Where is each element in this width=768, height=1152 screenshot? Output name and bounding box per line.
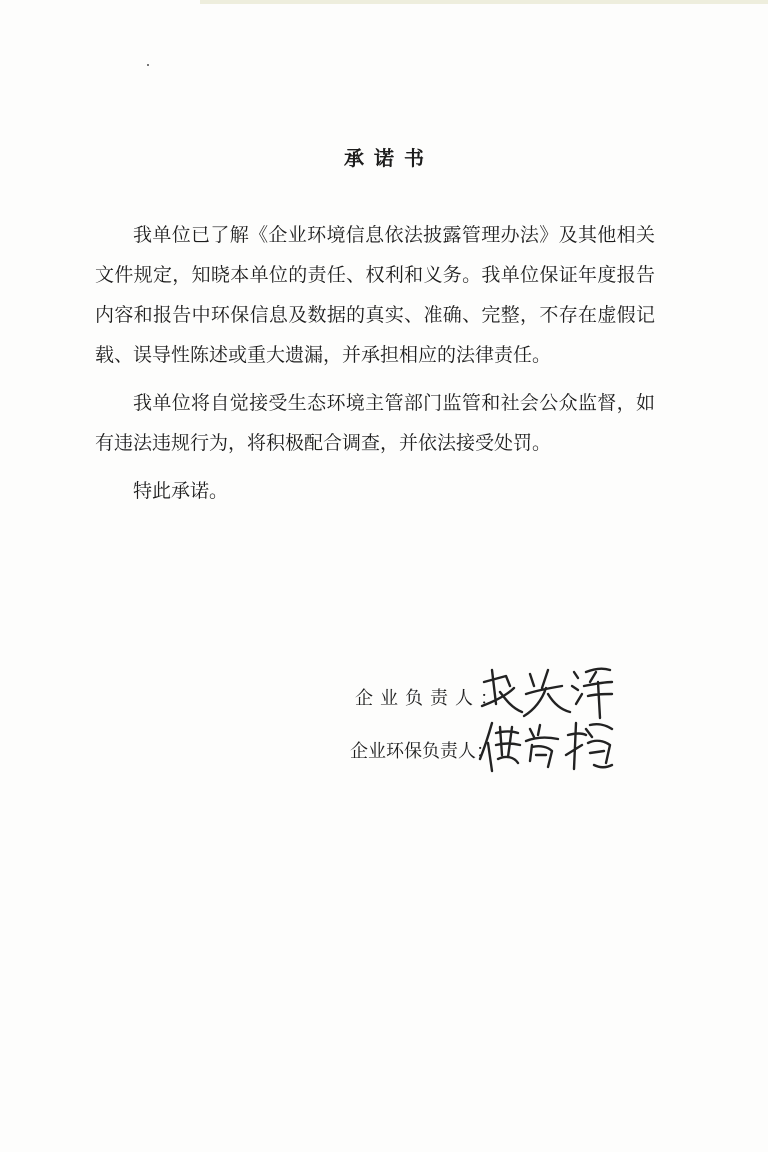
env-head-label: 企业环保负责人： [350,741,494,762]
document-body [95,215,655,519]
scan-speck [147,64,149,66]
scan-edge-strip [200,0,768,4]
env-head-signature [478,715,618,775]
document-title: 承诺书 [344,146,434,170]
paragraph-closing: 特此承诺。 [133,480,229,502]
paragraph-commitment: 我单位已了解《企业环境信息依法披露管理办法》及其他相关文件规定，知晓本单位的责任、权利和义务。我单位保证年度报告内容和报告中环保信息及数据的真实、准确、完整，不存在虚假记载、误导性陈述或重大遗漏，并承担相应的法律责任。 [95,224,655,366]
enterprise-head-signature [478,660,618,720]
paragraph-supervision: 我单位将自觉接受生态环境主管部门监管和社会公众监督，如有违法违规行为，将积极配合调查，并依法接受处罚。 [95,392,655,454]
enterprise-head-label: 企业负责人： [355,688,505,709]
